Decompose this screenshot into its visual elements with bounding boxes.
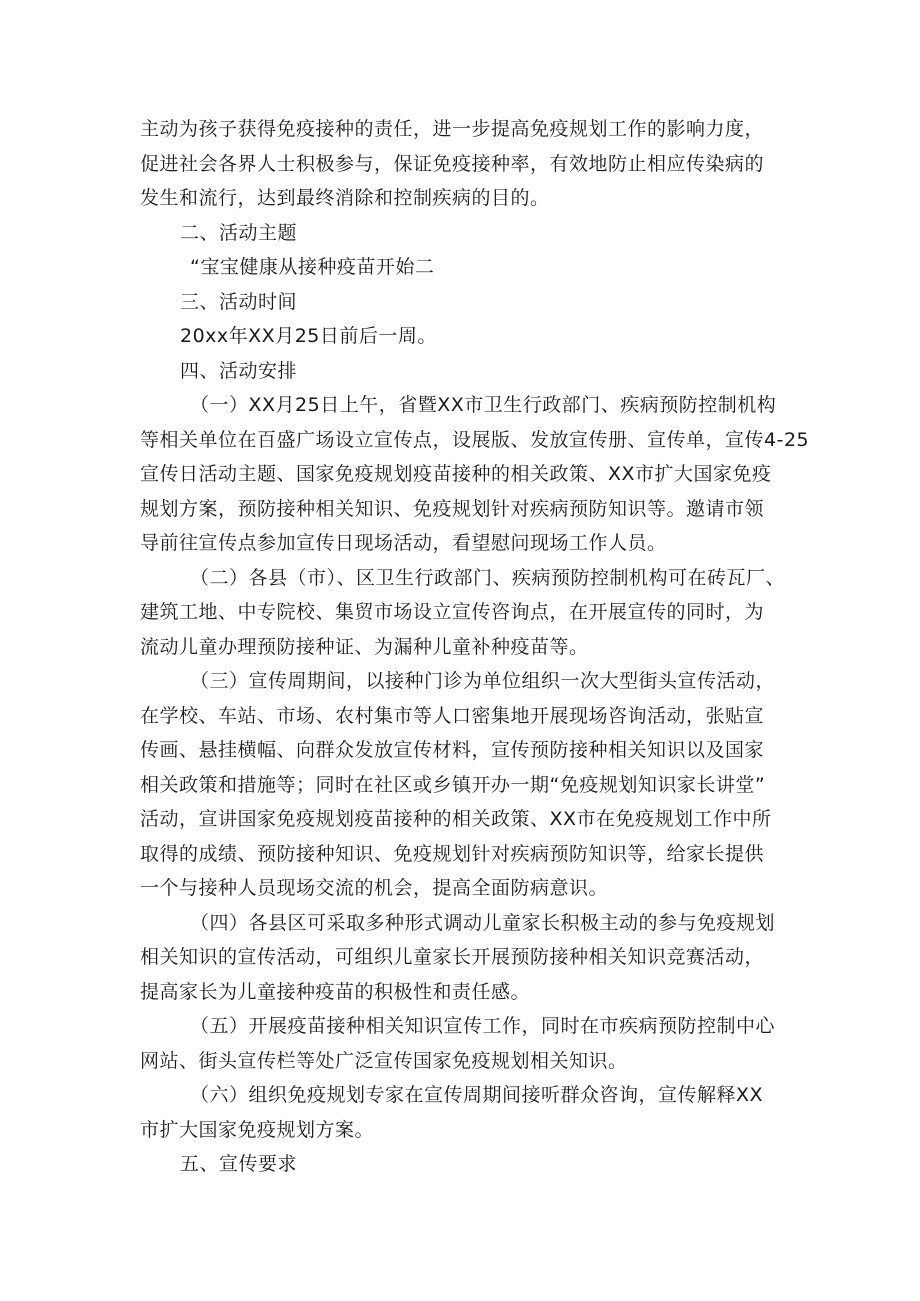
body-line: 宣传日活动主题、国家免疫规划疫苗接种的相关政策、XX市扩大国家免疫 bbox=[140, 463, 772, 485]
body-line: 一个与接种人员现场交流的机会，提高全面防病意识。 bbox=[140, 877, 609, 899]
section-heading: 四、活动安排 bbox=[180, 360, 298, 382]
body-line: 活动，宣讲国家免疫规划疫苗接种的相关政策、XX市在免疫规划工作中所 bbox=[140, 808, 772, 830]
body-line: （五）开展疫苗接种相关知识宣传工作，同时在市疾病预防控制中心 bbox=[190, 1015, 776, 1037]
body-line: （二）各县（市）、区卫生行政部门、疾病预防控制机构可在砖瓦厂、 bbox=[190, 567, 786, 589]
body-line: 流动儿童办理预防接种证、为漏种儿童补种疫苗等。 bbox=[140, 636, 589, 658]
body-line: 网站、街头宣传栏等处广泛宣传国家免疫规划相关知识。 bbox=[140, 1050, 628, 1072]
section-heading: 三、活动时间 bbox=[180, 291, 298, 313]
body-line: 规划方案，预防接种相关知识、免疫规划针对疾病预防知识等。邀请市领 bbox=[140, 498, 765, 520]
theme-line: “宝宝健康从接种疫苗开始二 bbox=[190, 256, 435, 278]
body-line: 相关知识的宣传活动，可组织儿童家长开展预防接种相关知识竞赛活动， bbox=[140, 946, 765, 968]
time-line: 20xx年XX月25日前后一周。 bbox=[180, 325, 437, 347]
body-line: 提高家长为儿童接种疫苗的积极性和责任感。 bbox=[140, 981, 531, 1003]
body-line: 发生和流行，达到最终消除和控制疾病的目的。 bbox=[140, 187, 550, 209]
body-line: （一）XX月25日上午，省暨XX市卫生行政部门、疾病预防控制机构 bbox=[190, 394, 777, 416]
body-line: （四）各县区可采取多种形式调动儿童家长积极主动的参与免疫规划 bbox=[190, 912, 776, 934]
body-line: 导前往宣传点参加宣传日现场活动，看望慰问现场工作人员。 bbox=[140, 532, 667, 554]
body-line: 促进社会各界人士积极参与，保证免疫接种率，有效地防止相应传染病的 bbox=[140, 153, 765, 175]
body-line: 在学校、车站、市场、农村集市等人口密集地开展现场咨询活动，张贴宣 bbox=[140, 705, 765, 727]
body-line: 相关政策和措施等；同时在社区或乡镇开办一期“免疫规划知识家长讲堂” bbox=[140, 774, 766, 796]
body-line: （六）组织免疫规划专家在宣传周期间接听群众咨询，宣传解释XX bbox=[190, 1084, 764, 1106]
section-heading: 二、活动主题 bbox=[180, 222, 298, 244]
body-line: 等相关单位在百盛广场设立宣传点，设展版、发放宣传册、宣传单，宣传4-25 bbox=[140, 429, 810, 451]
body-line: 主动为孩子获得免疫接种的责任，进一步提高免疫规划工作的影响力度， bbox=[140, 118, 765, 140]
body-line: （三）宣传周期间，以接种门诊为单位组织一次大型街头宣传活动， bbox=[190, 670, 776, 692]
body-line: 取得的成绩、预防接种知识、免疫规划针对疾病预防知识等，给家长提供 bbox=[140, 843, 765, 865]
body-line: 建筑工地、中专院校、集贸市场设立宣传咨询点，在开展宣传的同时，为 bbox=[140, 601, 765, 623]
section-heading: 五、宣传要求 bbox=[180, 1153, 298, 1175]
body-line: 传画、悬挂横幅、向群众发放宣传材料，宣传预防接种相关知识以及国家 bbox=[140, 739, 765, 761]
body-line: 市扩大国家免疫规划方案。 bbox=[140, 1119, 375, 1141]
